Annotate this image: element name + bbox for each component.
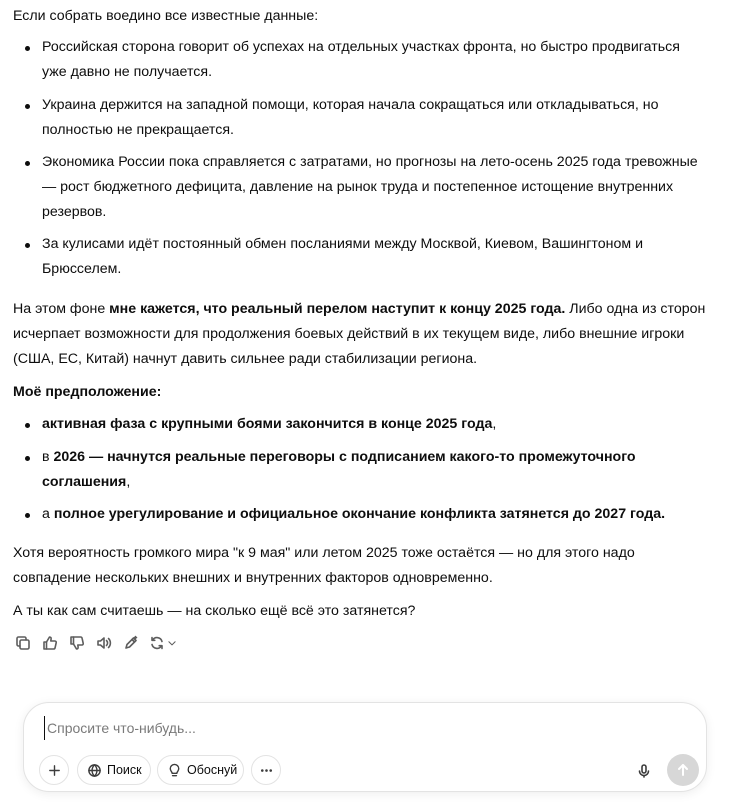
microphone-icon — [636, 763, 652, 779]
voice-input-button[interactable] — [630, 757, 658, 785]
globe-icon — [87, 763, 102, 778]
list-item — [13, 502, 708, 527]
message-actions — [13, 633, 185, 653]
thumbs-up-button[interactable] — [40, 633, 60, 653]
search-label: Поиск — [107, 763, 142, 777]
list-item: Украина держится на западной помощи, которая начала сокращаться или откладываться, но полностью не прекращается. — [13, 93, 708, 143]
lightbulb-icon — [167, 763, 182, 778]
prompt-input[interactable] — [44, 716, 607, 740]
regenerate-button[interactable] — [148, 633, 178, 653]
assumptions-list — [13, 412, 708, 527]
background-paragraph — [13, 297, 708, 372]
search-button[interactable] — [77, 755, 151, 785]
assumption-heading-text: Моё предположение: — [13, 384, 162, 400]
reason-button[interactable] — [157, 755, 244, 785]
edit-icon — [123, 635, 139, 651]
list-item — [13, 445, 708, 495]
reason-label: Обоснуй — [187, 763, 238, 777]
facts-list — [13, 35, 708, 282]
chevron-down-icon — [167, 638, 177, 648]
assumption-heading — [13, 380, 708, 405]
assumption-pre: в — [42, 449, 54, 465]
assumption-bold: полное урегулирование и официальное окончание конфликта затянется до 2027 года. — [53, 506, 666, 522]
list-item — [13, 412, 708, 437]
background-rest: Либо одна из сторон исчерпает возможности для продолжения боевых действий в их текущем виде, либо внешние игроки (США, ЕС, Китай) начнут давить сильнее ради стабилизации региона. — [13, 301, 706, 367]
assumption-post: , — [492, 416, 497, 432]
copy-button[interactable] — [13, 633, 33, 653]
assumption-pre: а — [42, 506, 54, 522]
closing-paragraph: Хотя вероятность громкого мира "к 9 мая" или летом 2025 тоже остаётся — но для этого надо совпадение нескольких внешних и внутренних факторов одновременно. — [13, 545, 635, 586]
edit-button[interactable] — [121, 633, 141, 653]
list-item: Экономика России пока справляется с затратами, но прогнозы на лето-осень 2025 года тревожные — рост бюджетного дефицита, давление на рынок труда и постепенное истощение внутренних резервов. — [13, 150, 708, 225]
assumption-bold: 2026 — начнутся реальные переговоры с подписанием какого-то промежуточного соглашения — [42, 449, 636, 490]
arrow-up-icon — [675, 762, 691, 778]
regenerate-icon — [149, 635, 165, 651]
assistant-message — [13, 0, 708, 624]
add-button[interactable] — [39, 755, 69, 785]
thumbs-down-button[interactable] — [67, 633, 87, 653]
read-aloud-icon — [96, 635, 112, 651]
list-item: За кулисами идёт постоянный обмен посланиями между Москвой, Киевом, Вашингтоном и Брюсселем. — [13, 232, 708, 282]
background-bold: мне кажется, что реальный перелом наступит к концу 2025 года. — [109, 301, 566, 317]
background-lead: На этом фоне — [13, 301, 110, 317]
assumption-post: , — [126, 474, 131, 490]
copy-icon — [15, 635, 31, 651]
more-button[interactable] — [251, 755, 281, 785]
more-dots-icon — [259, 763, 274, 778]
list-item: Российская сторона говорит об успехах на отдельных участках фронта, но быстро продвигаться уже давно не получается. — [13, 35, 708, 85]
assumption-bold: активная фаза с крупными боями закончится в конце 2025 года — [42, 416, 493, 432]
send-button[interactable] — [667, 754, 699, 786]
read-aloud-button[interactable] — [94, 633, 114, 653]
plus-icon — [47, 763, 62, 778]
message-intro: Если собрать воедино все известные данные: — [13, 8, 319, 24]
thumbs-down-icon — [69, 635, 85, 651]
thumbs-up-icon — [42, 635, 58, 651]
question-paragraph: А ты как сам считаешь — на сколько ещё всё это затянется? — [13, 603, 416, 619]
composer — [23, 702, 707, 792]
